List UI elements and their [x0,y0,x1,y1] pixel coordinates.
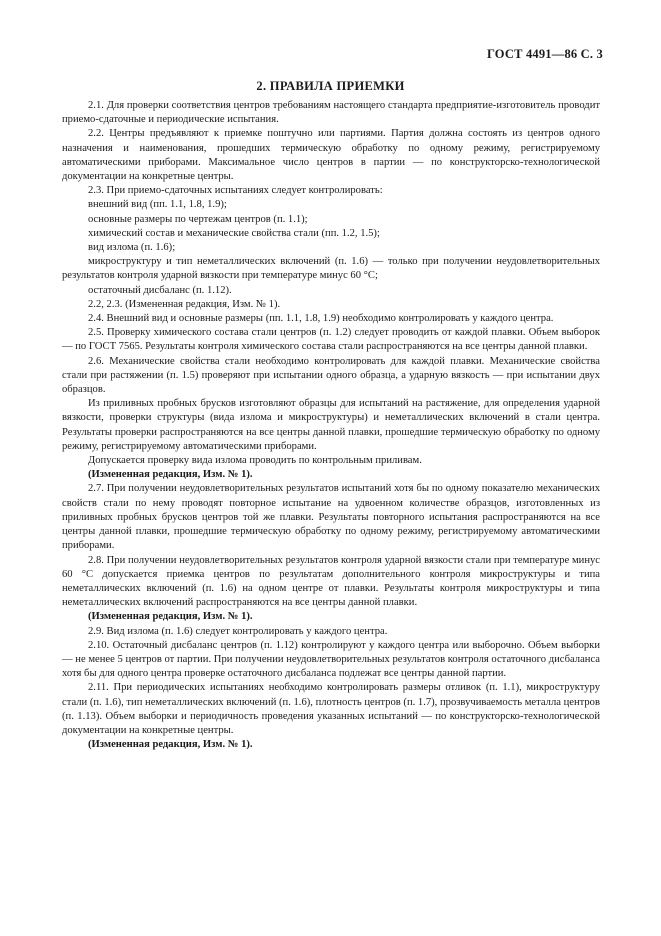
paragraph: 2.10. Остаточный дисбаланс центров (п. 1.12) контролируют у каждого центра или выборочно. Объем выборки — не менее 5 центров от партии. При получении неудовлетворительных результатов контроля остаточного дисбаланса хотя бы для одного центра проверке остаточного дисбаланса подлежат все центры данной партии. [62,639,600,680]
paragraph: 2.9. Вид излома (п. 1.6) следует контролировать у каждого центра. [88,625,388,637]
page-header: ГОСТ 4491—86 С. 3 [486,47,603,61]
paragraph: остаточный дисбаланс (п. 1.12). [88,284,232,296]
paragraph: (Измененная редакция, Изм. № 1). [88,611,253,623]
paragraph: внешний вид (пп. 1.1, 1.8, 1.9); [88,199,227,211]
paragraph: основные размеры по чертежам центров (п. 1.1); [88,213,308,225]
paragraph: 2.2, 2.3. (Измененная редакция, Изм. № 1). [88,298,281,310]
document-body [62,99,600,752]
paragraph: вид излома (п. 1.6); [88,242,176,254]
section-title: 2. ПРАВИЛА ПРИЕМКИ [256,79,405,93]
paragraph: (Измененная редакция, Изм. № 1). [88,739,253,751]
paragraph: 2.3. При приемо-сдаточных испытаниях следует контролировать: [88,185,383,197]
paragraph: Из приливных пробных брусков изготовляют образцы для испытаний на растяжение, для определения ударной вязкости, проверки структуры (вида излома и микроструктуры) и неметаллических включений в стали центра. Результаты проверки распространяются на все центры данной плавки, прошедшие термическую обработку по одному режиму, регистрируемому автоматическими приборами. [62,398,600,452]
paragraph: 2.2. Центры предъявляют к приемке поштучно или партиями. Партия должна состоять из центров одного назначения и наименования, прошедших термическую обработку по одному режиму, регистрируемому автоматическими приборами. Максимальное число центров в партии — по конструкторско-технологической документации на конкретные центры. [62,128,600,183]
paragraph: 2.8. При получении неудовлетворительных результатов контроля ударной вязкости стали при температуре минус 60 °С допускается приемка центров по результатам дополнительного контроля микроструктуры и типа неметаллических включений (п. 1.6) на одном центре от плавки. Результаты контроля микроструктуры и типа неметаллических включений распространяются на все центры данной плавки. [62,554,600,609]
paragraph: 2.7. При получении неудовлетворительных результатов испытаний хотя бы по одному показателю механических свойств стали по нему проводят повторное испытание на удвоенном количестве образцов, изготовленных из приливных пробных брусков центров той же плавки. Результаты повторного испытания распространяются на все центры данной плавки, прошедшие термическую обработку по одному режиму, регистрируемому автоматическими приборами. [62,483,600,552]
paragraph: (Измененная редакция, Изм. № 1). [88,469,253,481]
paragraph: химический состав и механические свойства стали (пп. 1.2, 1.5); [88,227,380,239]
paragraph: Допускается проверку вида излома проводить по контрольным приливам. [88,455,422,467]
paragraph: 2.4. Внешний вид и основные размеры (пп. 1.1, 1.8, 1.9) необходимо контролировать у каждого центра. [88,313,554,325]
paragraph: 2.6. Механические свойства стали необходимо контролировать для каждой плавки. Механические свойства стали при растяжении (п. 1.5) проверяют при испытании одного образца, а ударную вязкость — при испытании двух образцов. [62,355,600,396]
paragraph: 2.11. При периодических испытаниях необходимо контролировать размеры отливок (п. 1.1), микроструктуру стали (п. 1.6), тип неметаллических включений (п. 1.6), плотность центров (п. 1.7), прозвучиваемость металла центров (п. 1.13). Объем выборки и периодичность проведения указанных испытаний — по конструкторско-технологической документации на конкретные центры. [62,682,600,736]
paragraph: 2.5. Проверку химического состава стали центров (п. 1.2) следует проводить от каждой плавки. Объем выборок — по ГОСТ 7565. Результаты контроля химического состава стали распространяются на все центры данной плавки. [62,327,600,353]
paragraph: 2.1. Для проверки соответствия центров требованиям настоящего стандарта предприятие-изготовитель проводит приемо-сдаточные и периодические испытания. [62,100,600,126]
paragraph: микроструктуру и тип неметаллических включений (п. 1.6) — только при получении неудовлетворительных результатов контроля ударной вязкости при температуре минус 60 °С; [62,256,600,282]
